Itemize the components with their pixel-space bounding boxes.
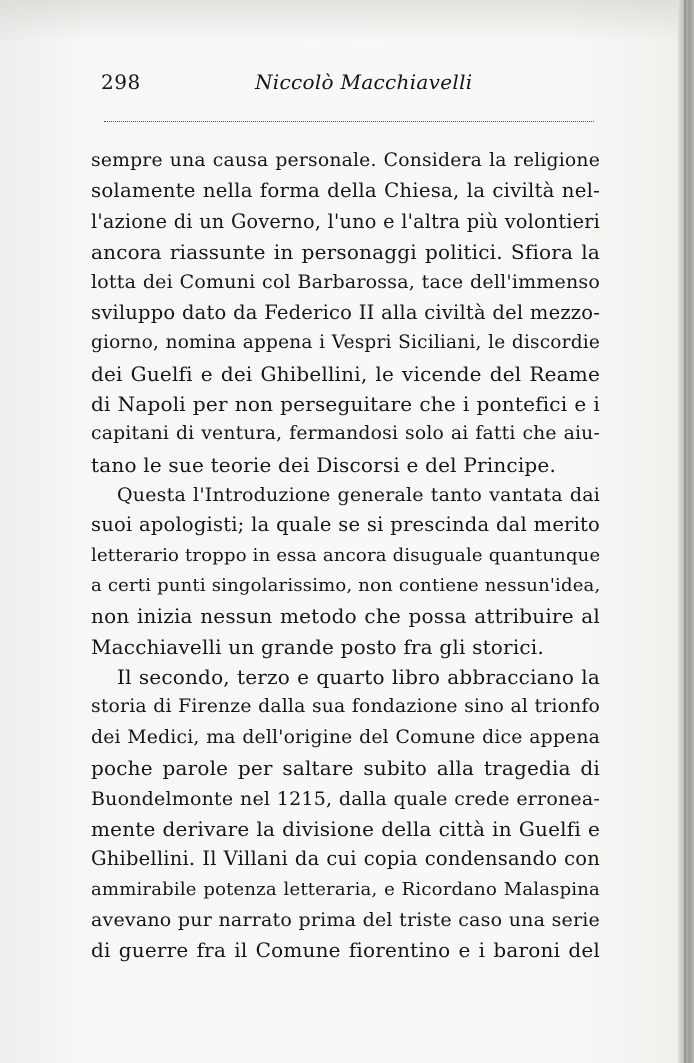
page-header [95,70,595,106]
text-line: ammirabile potenza letteraria, e Ricordano Malaspina [91,878,600,900]
text-line: mente derivare la divisione della città in Guelfi e [91,816,600,841]
text-line: di guerre fra il Comune fiorentino e i baroni del [91,938,600,963]
text-line: storia di Firenze dalla sua fondazione sino al trionfo [91,696,600,718]
top-shadow [0,0,694,42]
text-line: ancora riassunte in personaggi politici. Sfiora la [91,240,600,265]
paragraph-2 [91,480,600,662]
text-line: Buondelmonte nel 1215, dalla quale crede erronea- [91,787,600,810]
text-line: Ghibellini. Il Villani da cui copia condensando con [91,847,600,871]
header-rule [104,121,594,122]
text-line: tano le sue teorie dei Discorsi e del Principe. [91,452,557,477]
text-line: non inizia nessun metodo che possa attribuire al [91,604,600,629]
text-line: avevano pur narrato prima del triste caso una serie [91,908,600,931]
paragraph-3 [91,662,600,966]
text-line: solamente nella forma della Chiesa, la civiltà nel- [91,179,600,203]
body-text [91,146,600,966]
text-line: Macchiavelli un grande posto fra gli storici. [91,634,544,659]
text-line: suoi apologisti; la quale se si prescinda dal merito [91,513,600,537]
text-line: di Napoli per non perseguitare che i pontefici e i [91,391,600,416]
text-line: Questa l'Introduzione generale tanto vantata dai [117,483,600,506]
text-line: capitani di ventura, fermandosi solo ai fatti che aiu- [91,423,600,445]
text-line: l'azione di un Governo, l'uno e l'altra più volontieri [91,209,600,233]
text-line: dei Guelfi e dei Ghibellini, le vicende del Reame [91,361,600,386]
page-edge [678,0,694,1063]
text-line: Il secondo, terzo e quarto libro abbracciano la [117,665,600,690]
page-number: 298 [101,70,141,94]
text-line: dei Medici, ma dell'origine del Comune dice appena [91,726,600,748]
text-line: poche parole per saltare subito alla tragedia di [91,756,600,781]
text-line: sviluppo dato da Federico II alla civiltà del mezzo- [91,300,600,324]
running-title: Niccolò Macchiavelli [255,70,473,94]
paragraph-1 [91,146,600,480]
text-line: letterario troppo in essa ancora disuguale quantunque [91,544,601,566]
text-line: lotta dei Comuni col Barbarossa, tace dell'immenso [91,271,600,294]
text-line: sempre una causa personale. Considera la religione [91,150,600,171]
text-line: a certi punti singolarissimo, non contiene nessun'idea, [91,575,601,597]
text-line: giorno, nomina appena i Vespri Siciliani, le discordie [91,332,600,354]
